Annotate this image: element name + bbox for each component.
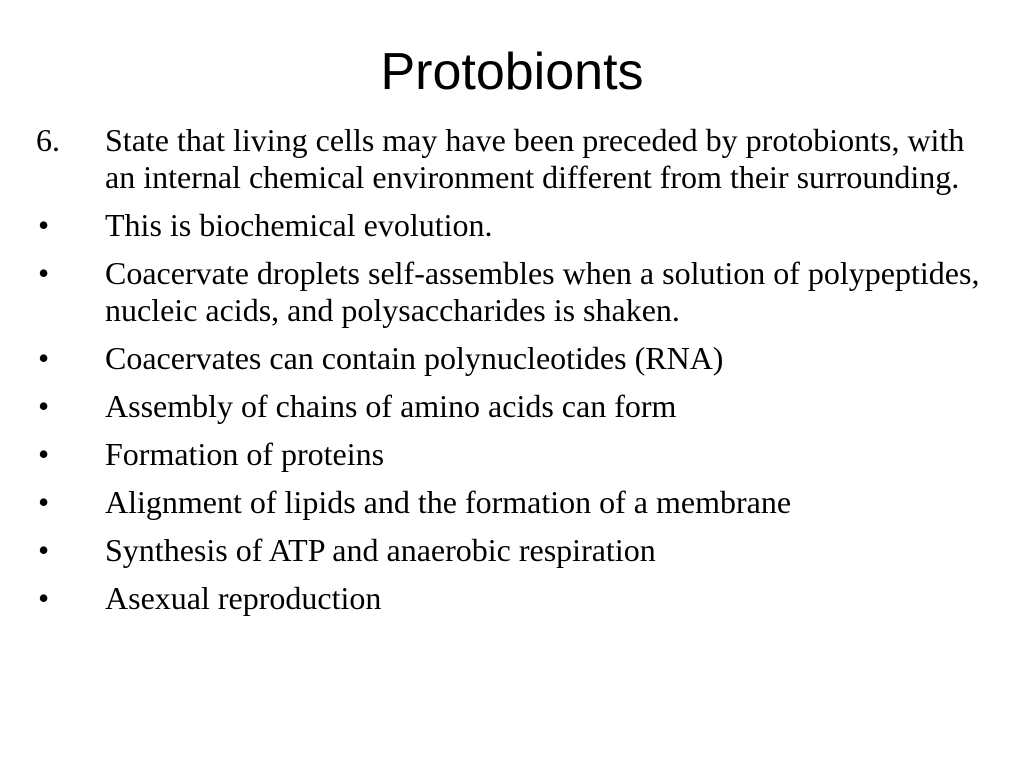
list-item-text: This is biochemical evolution. [105,207,493,243]
list-item-text: Coacervate droplets self-assembles when a solution of polypeptides, nucleic acids, and polysaccharides is shaken. [105,255,980,328]
bullet-icon: • [38,255,50,291]
slide-title: Protobionts [380,43,644,101]
list-item [36,580,986,617]
list-item-text: State that living cells may have been preceded by protobionts, with an internal chemical environment different from their surrounding. [105,122,965,195]
bullet-icon: • [38,484,50,520]
bullet-icon: • [38,388,50,424]
bullet-icon: • [38,340,50,376]
bullet-icon: • [38,532,50,568]
list-item-text: Alignment of lipids and the formation of a membrane [105,484,792,520]
list-item [36,388,986,425]
list-item [36,436,986,473]
list-item [36,532,986,569]
list-item-text: Synthesis of ATP and anaerobic respiration [105,532,656,568]
list-item-text: Asexual reproduction [105,580,382,616]
list-item-numbered [36,122,986,196]
list-item [36,255,986,329]
list-item [36,207,986,244]
list-item-text: Coacervates can contain polynucleotides (RNA) [105,340,724,376]
bullet-icon: • [38,436,50,472]
list-item [36,484,986,521]
bullet-list [36,122,986,628]
bullet-icon: • [38,580,50,616]
list-item [36,340,986,377]
list-item-text: Assembly of chains of amino acids can form [105,388,677,424]
list-number: 6. [36,122,60,158]
bullet-icon: • [38,207,50,243]
list-item-text: Formation of proteins [105,436,385,472]
